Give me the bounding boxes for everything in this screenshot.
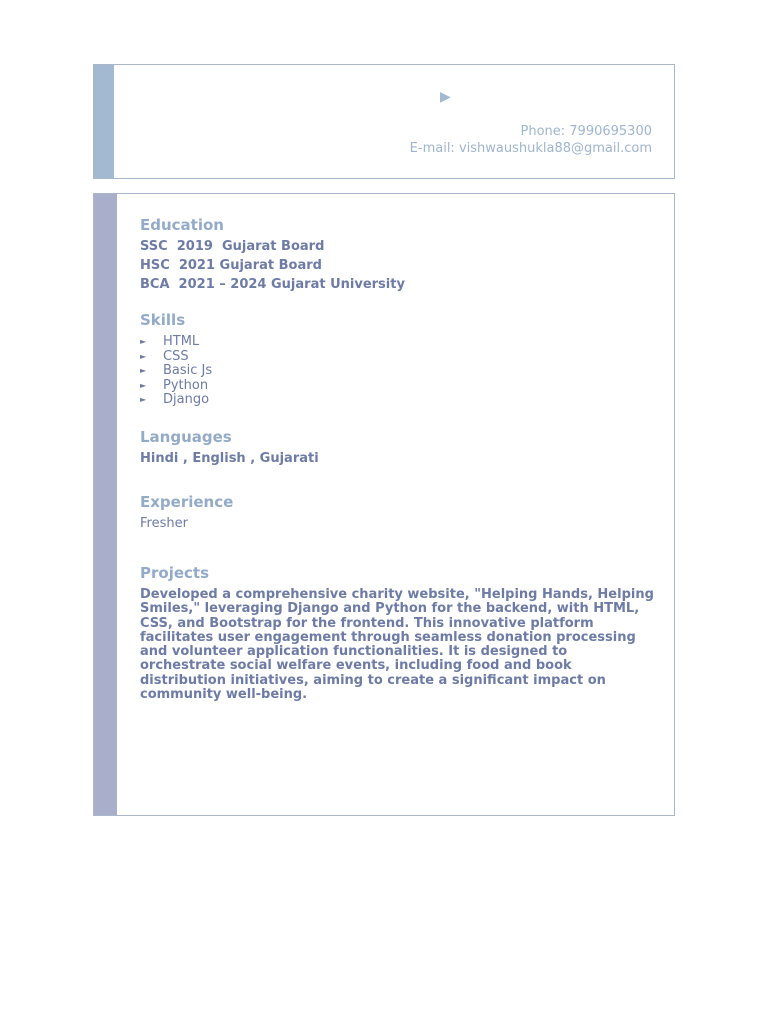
skill-label: HTML — [163, 334, 200, 350]
bullet-arrow-icon: ► — [140, 351, 147, 361]
education-item-ssc: SSC 2019 Gujarat Board — [140, 239, 325, 254]
experience-heading: Experience — [140, 493, 234, 511]
experience-text: Fresher — [140, 516, 188, 531]
resume-body — [93, 193, 675, 816]
contact-info — [410, 123, 652, 157]
header-section — [93, 64, 675, 179]
projects-description: Developed a comprehensive charity website, "Helping Hands, Helping Smiles," leveraging Django and Python for the backend, with HTML, CSS, and Bootstrap for the frontend. This innovative platform facilitates user engagement through seamless donation processing and volunteer application functionalities. It is designed to orchestrate social welfare events, including food and book distribution initiatives, aiming to create a significant impact on community well-being. — [140, 587, 654, 703]
skill-label: CSS — [163, 348, 189, 364]
list-item — [140, 364, 212, 379]
languages-heading: Languages — [140, 428, 232, 446]
education-item-hsc: HSC 2021 Gujarat Board — [140, 258, 322, 273]
phone-text: Phone: 7990695300 — [520, 124, 652, 139]
projects-heading: Projects — [140, 564, 210, 582]
header-accent-bar — [94, 65, 114, 178]
bullet-arrow-icon: ► — [140, 395, 147, 405]
skill-label: Django — [163, 392, 210, 408]
skills-heading: Skills — [140, 311, 186, 329]
list-item — [140, 379, 212, 394]
body-accent-bar — [94, 194, 117, 815]
bullet-arrow-icon: ► — [140, 366, 147, 376]
list-item — [140, 393, 212, 408]
list-item — [140, 335, 212, 350]
skills-list — [140, 335, 212, 408]
languages-text: Hindi , English , Gujarati — [140, 451, 319, 466]
email-text: E-mail: vishwaushukla88@gmail.com — [409, 141, 652, 156]
bullet-arrow-icon: ► — [140, 337, 147, 347]
skill-label: Python — [163, 377, 209, 393]
skill-label: Basic Js — [163, 363, 213, 379]
education-heading: Education — [140, 216, 224, 234]
education-item-bca: BCA 2021 – 2024 Gujarat University — [140, 277, 405, 292]
triangle-right-icon: ▶ — [440, 89, 451, 105]
bullet-arrow-icon: ► — [140, 380, 147, 390]
list-item — [140, 350, 212, 365]
